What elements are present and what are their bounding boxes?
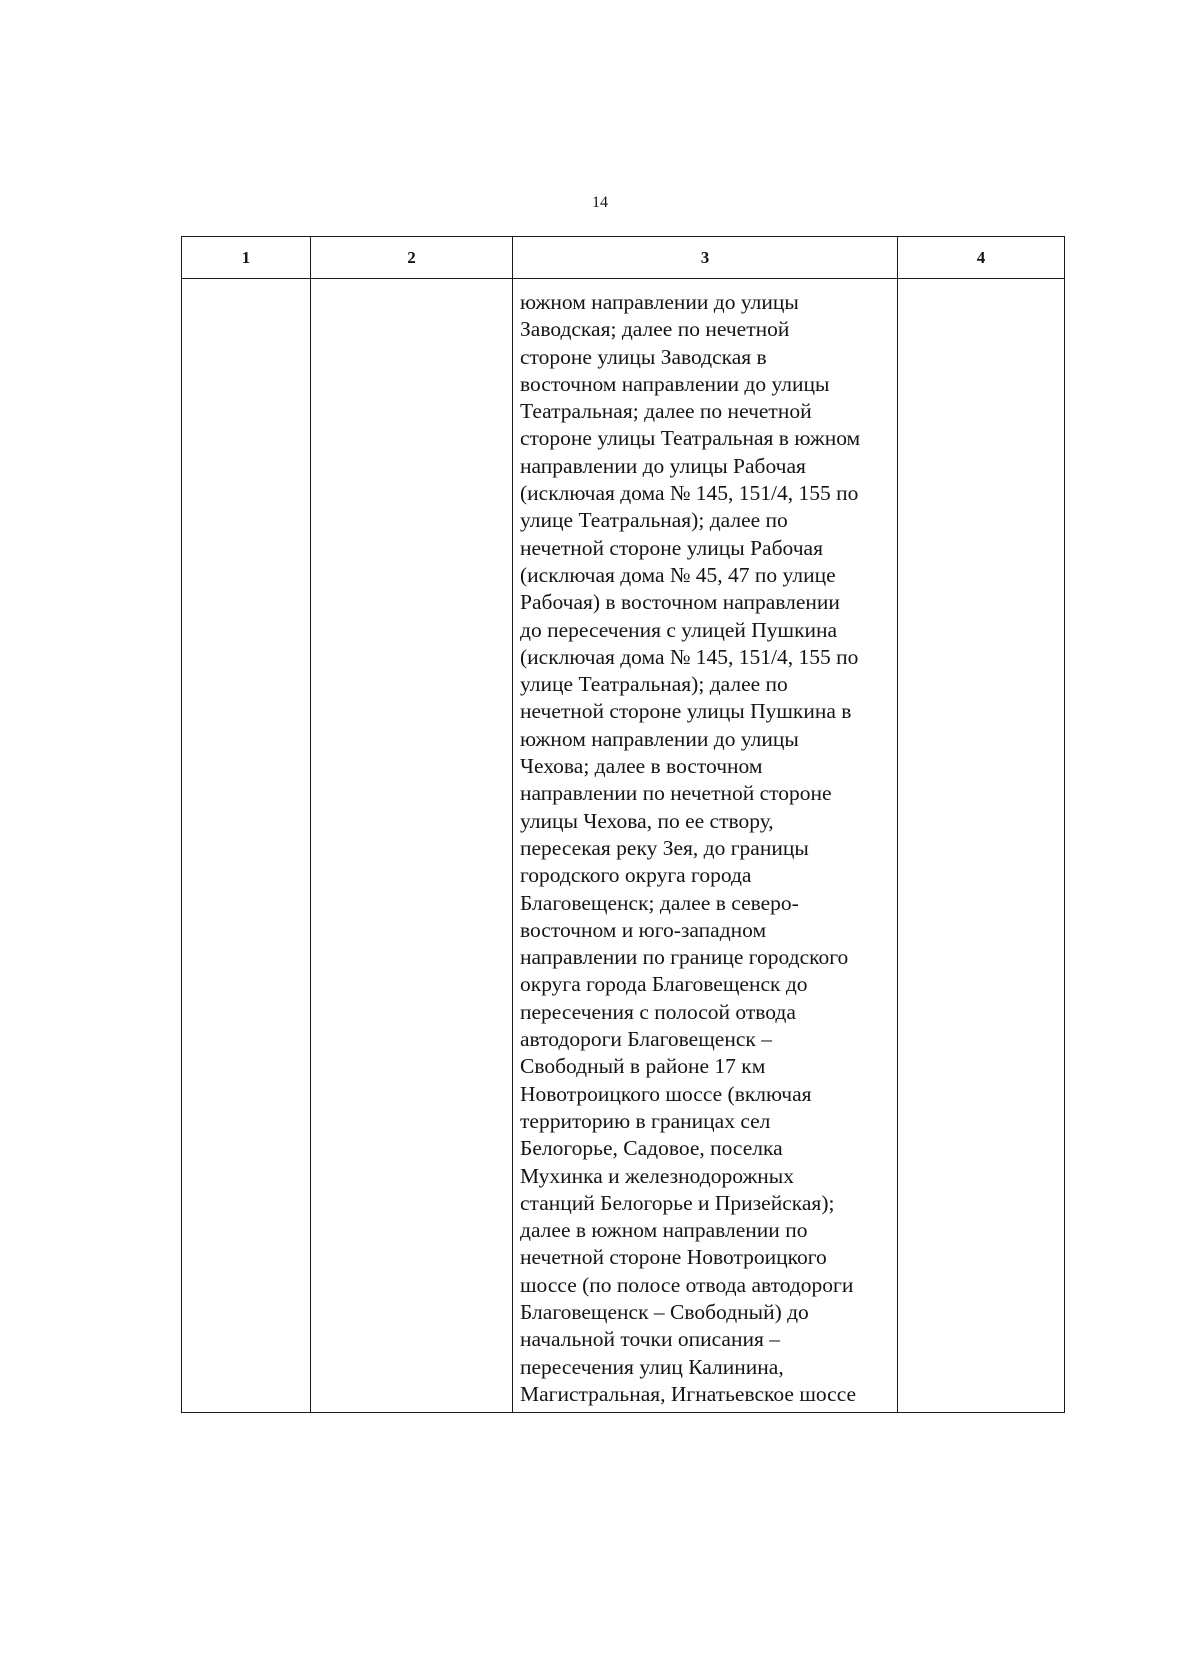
column-header-2: 2 [311,237,513,279]
cell-col-3 [513,279,898,1413]
table-header-row [182,237,1065,279]
text-line: стороне улицы Заводская в [520,344,767,369]
text-line: улице Театральная); далее по [520,672,788,697]
text-line: Чехова; далее в восточном [520,754,763,779]
text-line: восточном и юго-западном [520,917,767,942]
text-line: далее в южном направлении по [520,1218,808,1243]
text-line: городского округа города [520,863,752,888]
text-line: улицы Чехова, по ее створу, [520,808,774,833]
column-header-1: 1 [182,237,311,279]
text-line: Театральная; далее по нечетной [520,399,812,424]
text-line: шоссе (по полосе отвода автодороги [520,1272,854,1297]
table-row [182,279,1065,1413]
cell-col-1 [182,279,311,1413]
text-line: округа города Благовещенск до [520,972,808,997]
text-line: до пересечения с улицей Пушкина [520,617,838,642]
text-line: направлении до улицы Рабочая [520,453,806,478]
text-line: Благовещенск – Свободный) до [520,1299,809,1324]
text-line: направлении по границе городского [520,945,849,970]
text-line: (исключая дома № 45, 47 по улице [520,562,836,587]
text-line: стороне улицы Театральная в южном [520,426,861,451]
boundary-description-text [513,279,897,1412]
text-line: улице Театральная); далее по [520,508,788,533]
cell-col-4 [898,279,1065,1413]
text-line: (исключая дома № 145, 151/4, 155 по [520,644,859,669]
text-line: Магистральная, Игнатьевское шоссе [520,1381,857,1406]
text-line: территорию в границах сел [520,1108,771,1133]
text-line: станций Белогорье и Призейская); [520,1190,835,1215]
text-line: Рабочая) в восточном направлении [520,590,840,615]
text-line: нечетной стороне улицы Рабочая [520,535,823,560]
text-line: южном направлении до улицы [520,290,799,314]
text-line: направлении по нечетной стороне [520,781,832,806]
text-line: автодороги Благовещенск – [520,1027,772,1052]
text-line: Свободный в районе 17 км [520,1054,766,1079]
text-line: нечетной стороне улицы Пушкина в [520,699,852,724]
column-header-3: 3 [513,237,898,279]
text-line: начальной точки описания – [520,1327,780,1352]
cell-col-2 [311,279,513,1413]
text-line: Белогорье, Садовое, поселка [520,1136,783,1161]
text-line: Заводская; далее по нечетной [520,317,790,342]
text-line: Благовещенск; далее в северо- [520,890,799,915]
text-line: нечетной стороне Новотроицкого [520,1245,827,1270]
text-line: южном направлении до улицы [520,726,799,751]
text-line: восточном направлении до улицы [520,371,830,396]
text-line: пересекая реку Зея, до границы [520,835,809,860]
text-line: пересечения с полосой отвода [520,999,796,1024]
text-line: Мухинка и железнодорожных [520,1163,794,1188]
text-line: Новотроицкого шоссе (включая [520,1081,812,1106]
text-line: (исключая дома № 145, 151/4, 155 по [520,481,859,506]
boundary-description-table [181,236,1065,1413]
page-number: 14 [592,194,608,211]
column-header-4: 4 [898,237,1065,279]
text-line: пересечения улиц Калинина, [520,1354,784,1379]
